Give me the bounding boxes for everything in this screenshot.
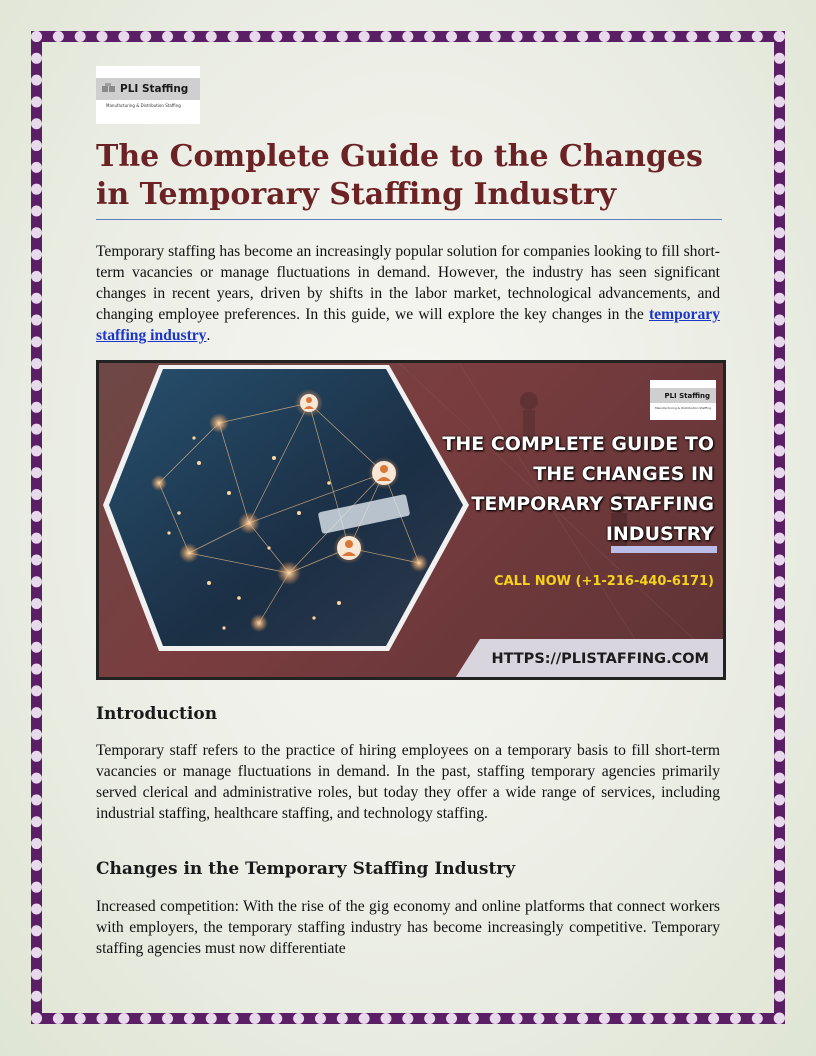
changes-paragraph: Increased competition: With the rise of the gig economy and online platforms that connect workers with employers, the temporary staffing industry has become increasingly competitive. Temporary staffing agencies must now differentiate [96, 898, 720, 957]
section-heading-introduction: Introduction [96, 704, 218, 724]
banner-title-underline [611, 546, 717, 553]
section-heading-changes: Changes in the Temporary Staffing Industry [96, 859, 516, 879]
banner-image [96, 360, 726, 680]
intro-paragraph [96, 241, 720, 346]
banner-logo-name: PLI Staffing [650, 388, 716, 403]
intro-text: Temporary staffing has become an increasingly popular solution for companies looking to fill short-term vacancies or manage fluctuations in demand. However, the industry has seen significant changes in recent years, driven by shifts in the labor market, technological advancements, and changing employee preferences. In this guide, we will explore the key changes in the [96, 243, 720, 323]
call-now-label: CALL NOW [494, 574, 571, 589]
page-title: The Complete Guide to the Changes in Temporary Staffing Industry [96, 139, 703, 212]
banner-title [414, 429, 714, 549]
phone-number: (+1-216-440-6171) [575, 574, 714, 589]
temporary-staffing-industry-link[interactable]: temporary staffing industry [96, 306, 720, 344]
logo-tagline: Manufacturing & Distribution Staffing [106, 103, 181, 108]
logo-name: PLI Staffing [120, 83, 189, 95]
banner-title-line: THE CHANGES IN [533, 463, 714, 485]
banner-logo [650, 380, 716, 420]
banner-title-line: THE COMPLETE GUIDE TO [442, 433, 714, 455]
banner-call-now [494, 574, 714, 589]
banner-logo-tagline: Manufacturing & Distribution Staffing [655, 406, 712, 410]
introduction-paragraph: Temporary staff refers to the practice of hiring employees on a temporary basis to fill short-term vacancies or manage fluctuations in demand. In the past, staffing temporary agencies primarily served clerical and administrative roles, but today they offer a wide range of services, including industrial staffing, healthcare staffing, and technology staffing. [96, 742, 720, 822]
intro-text-end: . [206, 327, 211, 344]
banner-url: HTTPS://PLISTAFFING.COM [491, 651, 709, 667]
logo-mark-icon [102, 83, 116, 95]
title-divider [96, 219, 722, 220]
logo-bar [96, 78, 200, 100]
banner-title-line: INDUSTRY [605, 523, 714, 545]
banner-title-line: TEMPORARY STAFFING [471, 493, 714, 515]
company-logo [96, 66, 200, 124]
